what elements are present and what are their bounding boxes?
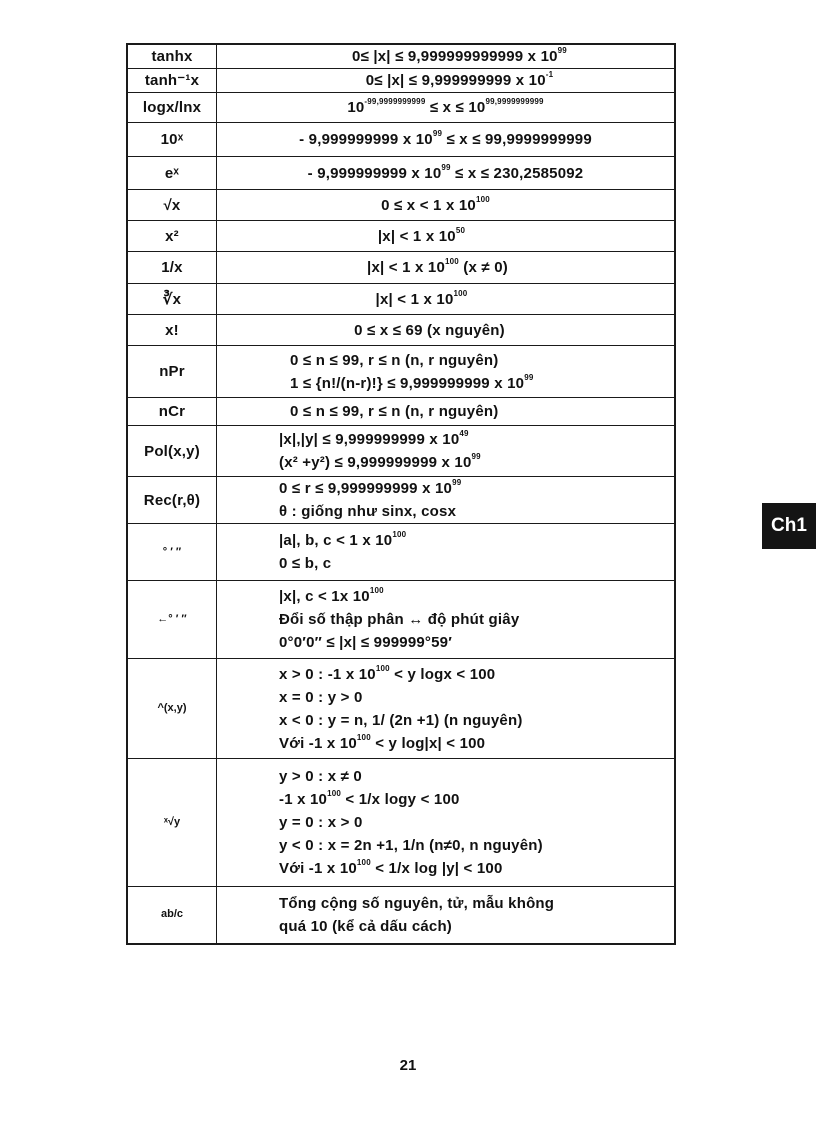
function-cell: [127, 759, 217, 887]
table-row: [127, 398, 675, 426]
function-label: eˣ: [164, 164, 180, 182]
range-line: 1 ≤ {n!/(n-r)!} ≤ 9,999999999 x $10^{99}$: [290, 372, 534, 392]
range-line: Với -1 x $10^{100} < y$ log|x| < 100: [279, 732, 486, 752]
function-label: ° ′ ″: [162, 545, 182, 558]
range-cell: [217, 93, 676, 123]
range-cell: [217, 426, 676, 477]
range-cell: [217, 398, 676, 426]
range-line: - 9,999999999 x $10^{99} \le x \le 99,9999999999$: [299, 129, 592, 148]
function-cell: [127, 659, 217, 759]
range-cell: [217, 524, 676, 581]
function-label: nPr: [159, 363, 185, 380]
table-row: [127, 221, 675, 252]
page-number: 21: [399, 1057, 417, 1074]
range-line: Tổng cộng số nguyên, tử, mẫu không: [279, 894, 555, 912]
range-cell: [217, 659, 676, 759]
range-cell: [217, 252, 676, 284]
function-label: Rec(r,θ): [143, 491, 201, 509]
range-line: y < 0 : x = 2n +1, 1/n (n≠0, n nguyên): [279, 837, 543, 854]
range-cell: [217, 346, 676, 398]
function-cell: [127, 477, 217, 524]
table-body: [127, 44, 675, 944]
function-cell: [127, 581, 217, 659]
table-row: [127, 252, 675, 284]
function-label: 10ˣ: [160, 131, 184, 148]
range-line: θ : giống như sinx, cosx: [279, 503, 457, 520]
range-cell: [217, 759, 676, 887]
function-cell: [127, 190, 217, 221]
function-label: √x: [163, 196, 181, 214]
range-cell: [217, 477, 676, 524]
function-cell: [127, 426, 217, 477]
range-line: x > 0 : -1 x $10^{100} < y$ logx < 100: [279, 663, 496, 683]
function-cell: [127, 93, 217, 123]
range-cell: [217, 190, 676, 221]
function-label: ˣ√y: [163, 816, 181, 828]
range-line: |x| < 1 x $10^{100}$: [375, 288, 468, 308]
range-cell: [217, 44, 676, 69]
range-line: y = 0 : x > 0: [279, 814, 363, 831]
table-row: [127, 190, 675, 221]
function-cell: [127, 69, 217, 93]
function-label: x²: [165, 227, 179, 245]
range-cell: [217, 157, 676, 190]
range-line: 0 ≤ n ≤ 99, r ≤ n (n, r nguyên): [290, 351, 499, 369]
range-line: 0 ≤ x ≤ 69 (x nguyên): [354, 321, 505, 339]
table-row: [127, 659, 675, 759]
table-row: [127, 426, 675, 477]
range-line: x = 0 : y > 0: [279, 688, 363, 706]
range-line: |x|,|y| ≤ 9,999999999 x $10^{49}$: [279, 429, 469, 448]
function-label: 1/x: [161, 259, 183, 276]
function-label: nCr: [158, 403, 186, 420]
range-line: |x| < 1 x $10^{50}$: [377, 225, 466, 245]
table-row: [127, 887, 675, 944]
function-label: ←° ′ ″: [157, 613, 187, 625]
table-row: [127, 284, 675, 315]
table-row: [127, 581, 675, 659]
function-label: ^(x,y): [157, 702, 187, 714]
range-line: (x² +y²) ≤ 9,999999999 x $10^{99}$: [279, 452, 481, 471]
function-cell: [127, 44, 217, 69]
range-line: |x|, c < 1x $10^{100}$: [279, 586, 384, 605]
range-cell: [217, 221, 676, 252]
range-line: |x| < 1 x $10^{100}$ (x ≠ 0): [367, 257, 508, 276]
function-cell: [127, 346, 217, 398]
range-line: Với -1 x $10^{100} < 1/x$ log |y| < 100: [279, 858, 503, 877]
table-row: [127, 346, 675, 398]
table-row: [127, 315, 675, 346]
range-line: Đổi số thập phân ↔ độ phút giây: [279, 611, 520, 628]
range-cell: [217, 581, 676, 659]
function-cell: [127, 157, 217, 190]
range-line: x < 0 : y = n, 1/ (2n +1) (n nguyên): [279, 711, 523, 729]
table-row: [127, 759, 675, 887]
range-line: quá 10 (kể cả dấu cách): [279, 917, 453, 935]
table-row: [127, 123, 675, 157]
table-row: [127, 477, 675, 524]
range-cell: [217, 69, 676, 93]
range-line: 0≤ |x| ≤ 9,999999999999 x $10^{99}$: [352, 46, 567, 65]
chapter-tab: Ch1: [762, 503, 816, 549]
range-line: 0 ≤ r ≤ 9,999999999 x $10^{99}$: [279, 478, 462, 497]
range-line: 0 ≤ x < 1 x $10^{100}$: [381, 194, 490, 214]
function-label: ab/c: [160, 908, 183, 921]
range-line: 0 ≤ n ≤ 99, r ≤ n (n, r nguyên): [290, 403, 499, 420]
function-cell: [127, 123, 217, 157]
function-cell: [127, 887, 217, 944]
table-row: [127, 93, 675, 123]
range-line: y > 0 : x ≠ 0: [279, 768, 362, 785]
range-line: -1 x $10^{100} < 1/x$ logy < 100: [279, 789, 460, 808]
table-row: [127, 44, 675, 69]
range-line: 0 ≤ b, c: [279, 555, 332, 572]
range-line: 0≤ |x| ≤ 9,999999999 x $10^{-1}$: [365, 70, 554, 89]
function-label: x!: [165, 321, 179, 339]
function-label: logx/lnx: [142, 99, 202, 116]
range-cell: [217, 887, 676, 944]
table-row: [127, 69, 675, 93]
table-row: [127, 524, 675, 581]
range-line: - 9,999999999 x $10^{99} \le x \le 230,2585092$: [307, 162, 584, 182]
function-label: ∛x: [162, 290, 182, 308]
function-cell: [127, 398, 217, 426]
function-label: Pol(x,y): [144, 442, 200, 460]
function-cell: [127, 252, 217, 284]
function-label: tanhx: [151, 48, 193, 65]
range-line: |a|, b, c < 1 x $10^{100}$: [279, 530, 407, 549]
table-row: [127, 157, 675, 190]
function-label: tanh⁻¹x: [144, 72, 200, 89]
range-line: $10^{-99,9999999999} \le x \le 10^{99,9999999999}$: [347, 97, 544, 116]
input-range-table: [126, 43, 676, 945]
range-cell: [217, 315, 676, 346]
range-cell: [217, 123, 676, 157]
range-cell: [217, 284, 676, 315]
range-line: 0°0′0″ ≤ |x| ≤ 999999°59′: [279, 634, 453, 651]
function-cell: [127, 524, 217, 581]
